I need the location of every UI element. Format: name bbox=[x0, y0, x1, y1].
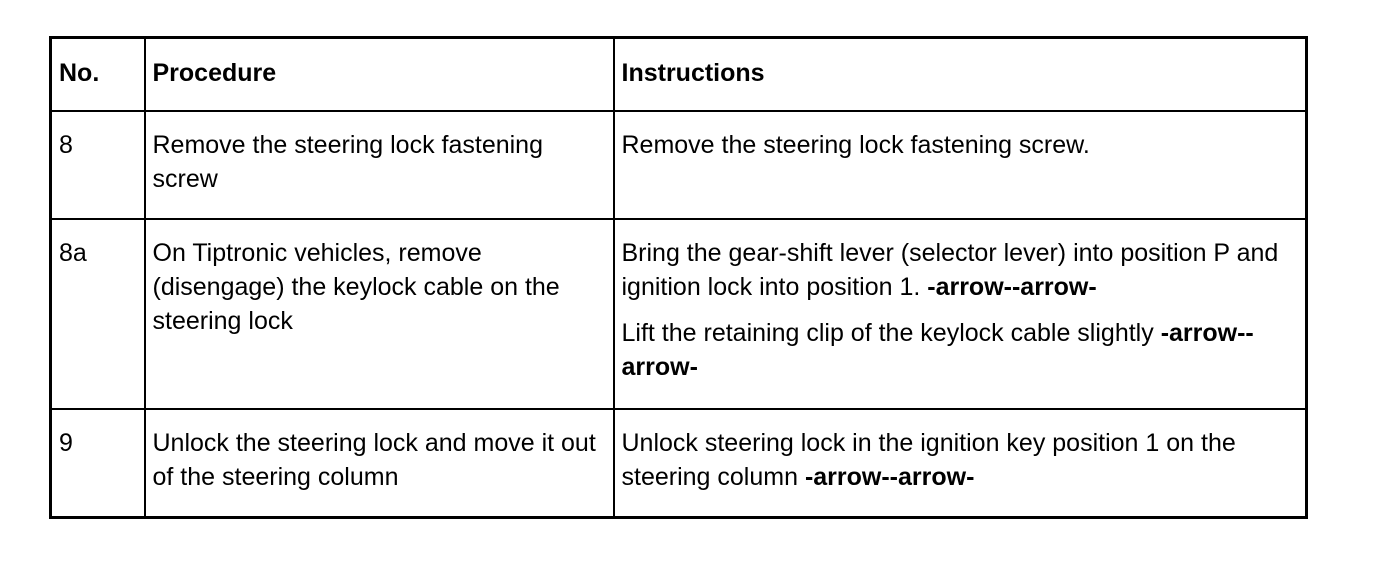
instruction-paragraph bbox=[622, 426, 1300, 494]
instruction-text: Unlock steering lock in the ignition key position 1 on the steering column bbox=[621, 429, 1236, 491]
instructions-cell bbox=[614, 111, 1307, 219]
header-instructions: Instructions bbox=[614, 38, 1307, 112]
step-number: 8a bbox=[51, 219, 145, 409]
instruction-paragraph bbox=[622, 236, 1300, 304]
instruction-text: Lift the retaining clip of the keylock cable slightly bbox=[621, 319, 1161, 347]
arrow-reference: -arrow--arrow- bbox=[804, 463, 975, 491]
instruction-text: Remove the steering lock fastening screw. bbox=[621, 131, 1090, 159]
header-procedure: Procedure bbox=[145, 38, 614, 112]
instruction-text: Bring the gear-shift lever (selector lever) into position P and ignition lock into position 1. bbox=[621, 239, 1279, 301]
step-number: 8 bbox=[51, 111, 145, 219]
table-header-row bbox=[51, 38, 1307, 112]
table-row bbox=[51, 409, 1307, 518]
procedure-text: On Tiptronic vehicles, remove (disengage) the keylock cable on the steering lock bbox=[145, 219, 614, 409]
instructions-cell bbox=[614, 409, 1307, 518]
instructions-cell bbox=[614, 219, 1307, 409]
instruction-paragraph bbox=[622, 316, 1300, 384]
procedure-table bbox=[49, 36, 1308, 519]
instruction-paragraph bbox=[622, 128, 1300, 162]
table-row bbox=[51, 219, 1307, 409]
table-row bbox=[51, 111, 1307, 219]
arrow-reference: -arrow--arrow- bbox=[621, 319, 1254, 381]
procedure-text: Remove the steering lock fastening screw bbox=[145, 111, 614, 219]
arrow-reference: -arrow--arrow- bbox=[927, 273, 1097, 301]
step-number: 9 bbox=[51, 409, 145, 518]
header-no: No. bbox=[51, 38, 145, 112]
procedure-text: Unlock the steering lock and move it out of the steering column bbox=[145, 409, 614, 518]
